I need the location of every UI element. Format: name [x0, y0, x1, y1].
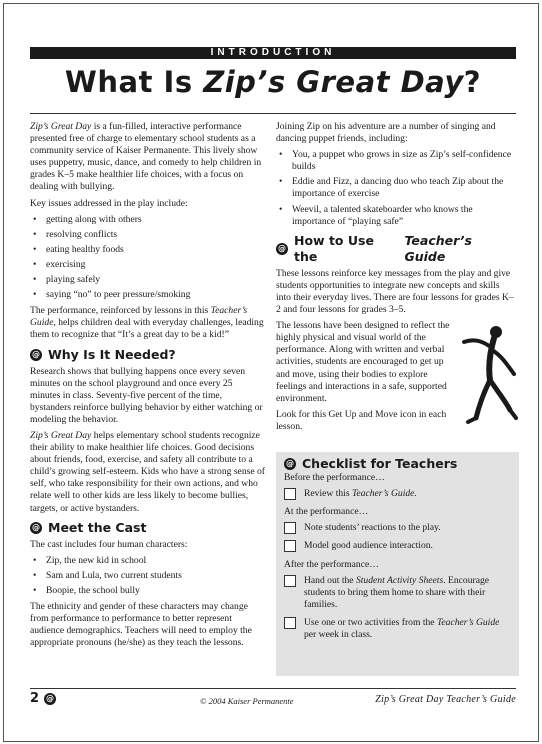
checklist-item-text: Model good audience interaction.	[304, 540, 433, 552]
friends-lead: Joining Zip on his adventure are a number of singing and dancing puppet friends, including:	[276, 121, 496, 145]
heading-text: Meet the Cast	[48, 519, 147, 535]
checklist-item-text	[304, 575, 511, 611]
copyright: © 2004 Kaiser Permanente	[200, 696, 294, 706]
checklist-item-text: Note students’ reactions to the play.	[304, 522, 441, 534]
friends-list	[276, 149, 516, 228]
page-number	[30, 691, 62, 706]
checklist-item	[284, 522, 511, 534]
text-span: helps elementary school students recognize their ability to make healthier life choices. Good decisions about friends, food, exercise, and safety all contribute to a child’s growing self-esteem. Kids who have a strong sense of self, who take responsibility for their own actions, and who relate well to other kids are less likely to become bullies, targets, or active bystanders.	[30, 429, 265, 514]
checkbox[interactable]	[284, 522, 296, 534]
title-prefix: What Is	[64, 65, 204, 99]
cast-lead: The cast includes four human characters:	[30, 538, 188, 550]
text-span: per week in class.	[304, 629, 373, 641]
list-item: • Boopie, the school bully	[30, 585, 265, 597]
footer-rule	[30, 688, 516, 689]
guide-name-italic: Teacher’s Guide	[30, 305, 248, 329]
intro-paragraph	[30, 121, 265, 194]
key-issues-list	[30, 214, 265, 302]
checkbox[interactable]	[284, 617, 296, 629]
move-section	[276, 320, 516, 433]
cast-heading	[30, 520, 265, 536]
guide-name-italic: Teacher’s Guide	[436, 616, 500, 628]
heading-text: Checklist for Teachers	[302, 456, 458, 471]
intro-text: is a fun-filled, interactive performance presented free of charge to elementary school students as a community service of Kaiser Permanente. This lively show uses puppetry, music, dance, and comedy to help children in grades K–5 make healthier life choices, with a focus on dealing with bullying.	[30, 121, 262, 193]
title-rule	[30, 113, 516, 114]
list-item: • getting along with others	[30, 214, 265, 226]
page-number-text: 2	[30, 691, 40, 706]
text-span: Hand out the	[304, 574, 356, 586]
text-span: .	[414, 488, 417, 500]
heading-italic: Teacher’s Guide	[404, 232, 472, 264]
title-italic: Zip’s Great Day	[203, 65, 464, 99]
text-span: Review this	[304, 488, 352, 500]
checklist-item-text	[304, 617, 511, 641]
list-item: • Zip, the new kid in school	[30, 555, 265, 567]
section-label: INTRODUCTION	[30, 47, 516, 59]
text-span: . Encourage students to bring them home to share with their families.	[304, 574, 490, 610]
spiral-icon: @	[46, 694, 55, 703]
spiral-icon: @	[32, 522, 40, 532]
howto-paragraph-1: These lessons reinforce key messages from the play and give students opportunities to integrate new concepts and skills into their everyday lives. There are four lessons for grades K–2 and four lessons for grades 3–5.	[276, 267, 514, 316]
checklist-item	[284, 575, 511, 611]
heading-text: How to Use the	[294, 232, 374, 264]
checkbox[interactable]	[284, 540, 296, 552]
checklist-title	[284, 458, 511, 470]
guide-name-italic: Teacher’s Guide	[351, 488, 415, 500]
howto-paragraph-3: Look for this Get Up and Move icon in each lesson.	[276, 408, 447, 432]
why-paragraph-1: Research shows that bullying happens once every seven minutes on the school playground and once every 25 minutes in class. Seventy-five percent of the time, bystanders reinforce bullying behavior by either watching or modeling the behavior.	[30, 365, 263, 425]
list-item: • eating healthy foods	[30, 244, 265, 256]
list-item: • playing safely	[30, 274, 265, 286]
list-item: • Sam and Lula, two current students	[30, 570, 265, 582]
key-issues-lead: Key issues addressed in the play include:	[30, 197, 188, 209]
reinforcement-paragraph	[30, 305, 265, 341]
cast-list	[30, 555, 265, 597]
right-column	[276, 121, 516, 437]
list-item: • Eddie and Fizz, a dancing duo who teach Zip about the importance of exercise	[276, 176, 516, 200]
checklist-item	[284, 488, 511, 500]
text-span: , helps children deal with everyday challenges, leading them to recognize that “It’s a great day to be a kid!”	[30, 317, 264, 341]
heading-text: Why Is It Needed?	[48, 346, 176, 362]
checkbox[interactable]	[284, 575, 296, 587]
show-name-italic: Zip’s Great Day	[30, 429, 92, 441]
footer-guide-name: Zip’s Great Day Teacher’s Guide	[375, 694, 516, 705]
why-paragraph-2	[30, 430, 265, 515]
sheets-italic: Student Activity Sheets	[355, 574, 444, 586]
cast-paragraph: The ethnicity and gender of these characters may change from performance to performance to better represent audience demographics. Teachers will need to employ the appropriate pronouns (he/she) as they teach the lessons.	[30, 601, 252, 649]
howto-heading	[276, 233, 516, 265]
left-column	[30, 121, 265, 653]
page-title	[30, 62, 516, 102]
text-span: Use one or two activities from the	[304, 616, 437, 628]
list-item: • resolving conflicts	[30, 229, 265, 241]
get-up-and-move-icon	[454, 322, 520, 428]
checklist-item-text	[304, 488, 417, 500]
list-item: • You, a puppet who grows in size as Zip’s self-confidence builds	[276, 149, 516, 173]
why-heading	[30, 347, 265, 363]
list-item: • saying “no” to peer pressure/smoking	[30, 289, 265, 301]
spiral-icon: @	[284, 458, 296, 470]
howto-paragraph-2: The lessons have been designed to reflect the highly physical and visual world of the performance. Along with written and verbal activities, students are encouraged to get up and move, using their bodies to explore feelings and interactions in a safe, supported environment.	[276, 320, 450, 404]
list-item: • exercising	[30, 259, 265, 271]
checklist-item	[284, 617, 511, 641]
text-span: The performance, reinforced by lessons in this	[30, 305, 211, 317]
intro-show-name: Zip’s Great Day	[30, 121, 92, 132]
title-suffix: ?	[463, 65, 482, 99]
checkbox[interactable]	[284, 488, 296, 500]
checklist-item	[284, 540, 511, 552]
list-item: • Weevil, a talented skateboarder who knows the importance of “playing safe”	[276, 204, 516, 228]
before-label: Before the performance…	[284, 472, 385, 484]
spiral-icon: @	[32, 349, 40, 359]
after-label: After the performance…	[284, 558, 379, 570]
checklist-box	[276, 452, 519, 676]
spiral-icon: @	[278, 243, 286, 253]
at-label: At the performance…	[284, 506, 369, 518]
